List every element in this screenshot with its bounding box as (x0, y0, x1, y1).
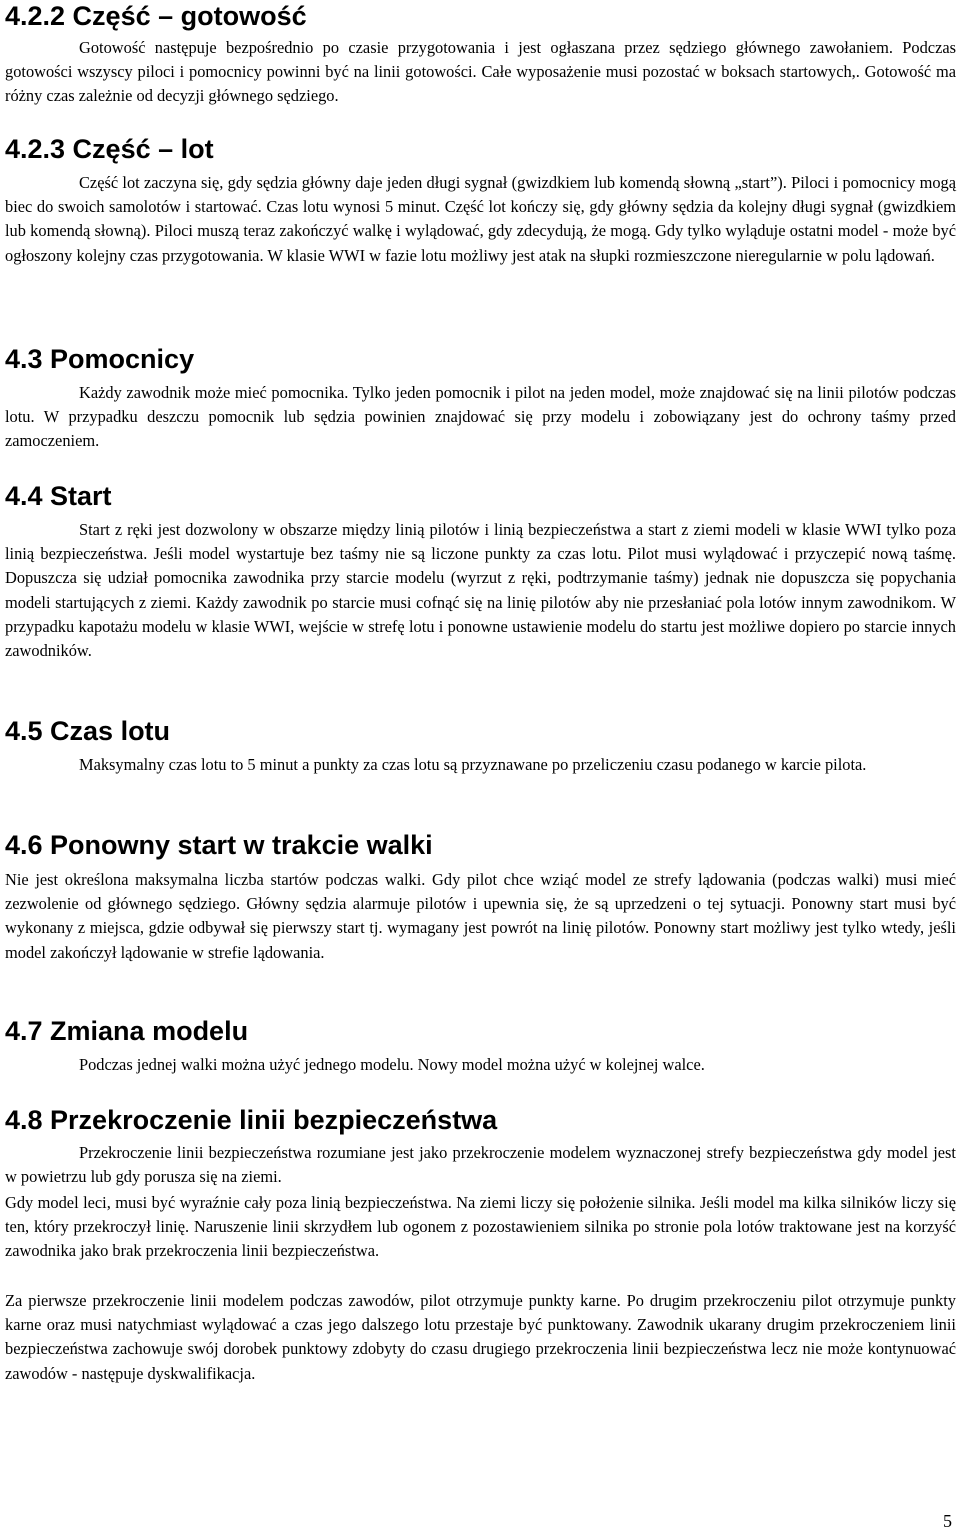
section-heading-4-8: 4.8 Przekroczenie linii bezpieczeństwa (5, 1105, 498, 1135)
section-paragraph: Część lot zaczyna się, gdy sędzia główny daje jeden długi sygnał (gwizdkiem lub komendą słowną „start”). Piloci i pomocnicy mogą biec do swoich samolotów i startować. Czas lotu wynosi 5 minut. Część lot kończy się, gdy główny sędzia da kolejny długi sygnał (gwizdkiem lub komendą słowną). Piloci muszą teraz zakończyć walkę i wylądować, gdy zdecydują, że mogą. Gdy tylko wyląduje ostatni model - może być ogłoszony kolejny czas przygotowania. W klasie WWI w fazie lotu możliwy jest atak na słupki rozmieszczone nieregularnie w polu lądowań. (5, 173, 956, 265)
section-heading-4-6: 4.6 Ponowny start w trakcie walki (5, 830, 433, 860)
section-paragraph: Podczas jednej walki można użyć jednego modelu. Nowy model można użyć w kolejnej walce. (79, 1055, 705, 1074)
section-paragraph: Gotowość następuje bezpośrednio po czasie przygotowania i jest ogłaszana przez sędziego głównego zawołaniem. Podczas gotowości wszyscy piloci i pomocnicy powinni być na linii gotowości. Całe wyposażenie musi pozostać w boksach startowych,. Gotowość ma różny czas zależnie od decyzji głównego sędziego. (5, 38, 956, 106)
section-paragraph: Start z ręki jest dozwolony w obszarze między linią pilotów i linią bezpieczeństwa a start z ziemi modeli w klasie WWI tylko poza linią bezpieczeństwa. Jeśli model wystartuje bez taśmy nie są liczone punkty za czas lotu. Pilot musi wylądować i przyczepić nową taśmę. Dopuszcza się udział pomocnika zawodnika przy starcie modelu (wyrzut z ręki, podtrzymanie taśmy) jednak nie dopuszcza się popychania modeli startujących z ziemi. Każdy zawodnik po starcie musi cofnąć się na linię pilotów aby nie przesłaniać pola lotów innym zawodnikom. W przypadku kapotażu modelu w klasie WWI, wejście w strefę lotu i ponowne ustawienie modelu do startu jest możliwe dopiero po starcie innych zawodników. (5, 520, 956, 661)
section-heading-4-5: 4.5 Czas lotu (5, 716, 171, 746)
section-paragraph: Nie jest określona maksymalna liczba startów podczas walki. Gdy pilot chce wziąć model ze strefy lądowania (podczas walki) musi mieć zezwolenie od głównego sędziego. Główny sędzia alarmuje pilotów i upewnia się, że są uprzedzeni o tej sytuacji. Ponowny start musi być wykonany z miejsca, gdzie odbywał się pierwszy start tj. wymagany jest powrót na linię pilotów. Ponowny start możliwy jest tylko wtedy, jeśli model zakończył lądowanie w strefie lądowania. (5, 870, 956, 962)
section-paragraph: Za pierwsze przekroczenie linii modelem podczas zawodów, pilot otrzymuje punkty karne. Po drugim przekroczeniu pilot otrzymuje punkty karne oraz musi natychmiast wylądować a czas jego dalszego lotu przestaje być punktowany. Zawodnik ukarany drugim przekroczeniem linii bezpieczeństwa zachowuje swój dorobek punktowy zdobyty do czasu drugiego przekroczenia linii bezpieczeństwa lecz nie może kontynuować zawodów - następuje dyskwalifikacja. (5, 1291, 956, 1383)
section-paragraph: Gdy model leci, musi być wyraźnie cały poza linią bezpieczeństwa. Na ziemi liczy się położenie silnika. Jeśli model ma kilka silników liczy się ten, który przekroczył linię. Naruszenie linii skrzydłem lub ogonem z pozostawieniem silnika po stronie pola lotów traktowane jest na korzyść zawodnika jako brak przekroczenia linii bezpieczeństwa. (5, 1193, 956, 1261)
section-paragraph: Każdy zawodnik może mieć pomocnika. Tylko jeden pomocnik i pilot na jeden model, może znajdować się na linii pilotów podczas lotu. W przypadku deszczu pomocnik lub sędzia powinien znajdować się przy modelu i zobowiązany jest do ochrony taśmy przed zamoczeniem. (5, 383, 956, 451)
section-heading-4-3: 4.3 Pomocnicy (5, 344, 195, 374)
section-heading-4-2-2: 4.2.2 Część – gotowość (5, 1, 307, 31)
section-heading-4-2-3: 4.2.3 Część – lot (5, 134, 214, 164)
section-heading-4-7: 4.7 Zmiana modelu (5, 1016, 249, 1046)
section-paragraph: Przekroczenie linii bezpieczeństwa rozumiane jest jako przekroczenie modelem wyznaczonej strefy bezpieczeństwa gdy model jest w powietrzu lub gdy porusza się na ziemi. (5, 1143, 956, 1187)
section-heading-4-4: 4.4 Start (5, 481, 112, 511)
page-number: 5 (943, 1511, 952, 1531)
section-paragraph: Maksymalny czas lotu to 5 minut a punkty za czas lotu są przyznawane po przeliczeniu czasu podanego w karcie pilota. (79, 755, 867, 774)
